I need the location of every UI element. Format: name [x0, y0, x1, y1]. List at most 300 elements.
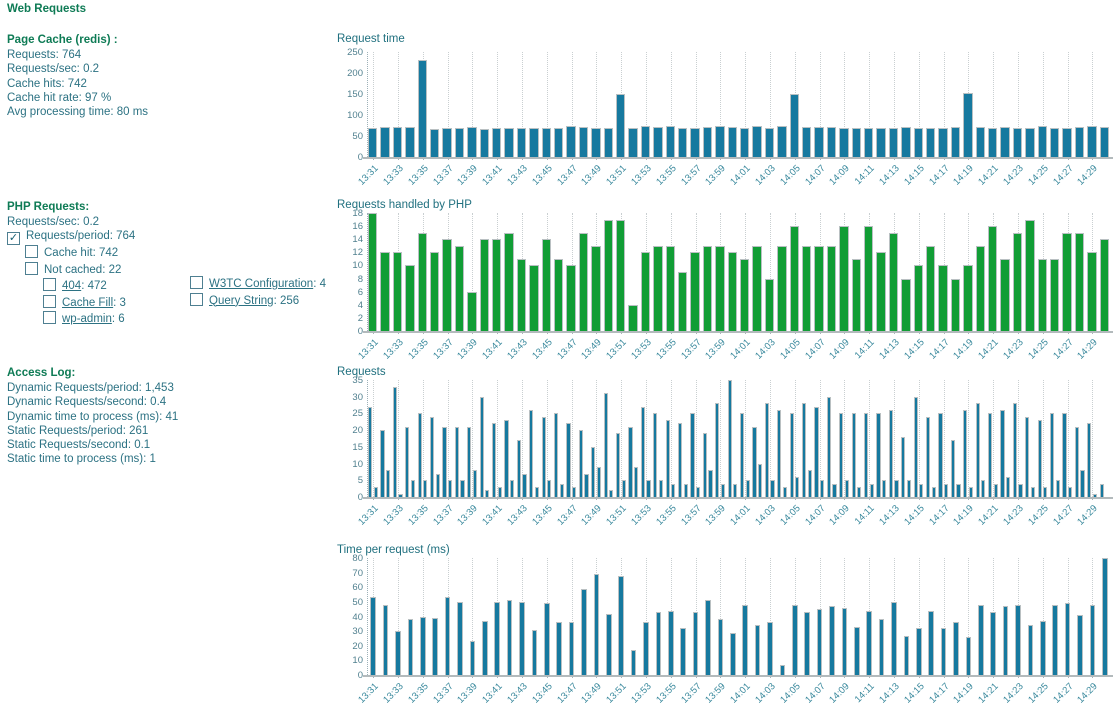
- bar: [1050, 128, 1059, 157]
- x-tick-label: 14:23: [1001, 337, 1026, 362]
- x-tick-label: 14:29: [1075, 163, 1101, 188]
- x-tick-label: 13:31: [356, 163, 381, 188]
- bar: [963, 410, 967, 497]
- bar: [916, 628, 922, 675]
- x-tick-label: 14:03: [753, 163, 778, 188]
- bar: [522, 474, 526, 497]
- bar: [953, 622, 959, 675]
- bar: [430, 129, 439, 157]
- bar: [467, 127, 476, 157]
- bar: [1052, 605, 1058, 675]
- bar: [492, 239, 501, 331]
- bar: [455, 246, 464, 331]
- checkbox-unchecked[interactable]: [43, 295, 56, 308]
- bar: [470, 641, 476, 675]
- x-tick-label: 13:59: [703, 163, 729, 188]
- bar: [765, 128, 774, 157]
- x-tick-label: 14:11: [852, 163, 877, 188]
- bar: [618, 576, 624, 675]
- bar: [891, 602, 897, 675]
- bar: [656, 612, 662, 675]
- bar: [1080, 470, 1084, 497]
- bar: [889, 233, 898, 331]
- filter-value: : 22: [102, 263, 122, 276]
- x-tick-label: 13:47: [554, 163, 580, 188]
- y-tick-label: 200: [347, 68, 363, 79]
- bar: [854, 627, 860, 675]
- bar: [467, 292, 476, 331]
- x-tick-label: 14:21: [976, 681, 1001, 706]
- checkbox-unchecked[interactable]: [190, 276, 203, 289]
- bar: [703, 246, 712, 331]
- x-tick-label: 14:19: [951, 337, 977, 362]
- page-cache-requests-sec: Requests/sec: 0.2: [7, 63, 100, 76]
- bar: [876, 413, 880, 497]
- bar: [832, 484, 836, 497]
- bar: [1025, 417, 1029, 497]
- checkbox-row: [7, 311, 337, 328]
- checkbox-unchecked[interactable]: [25, 262, 38, 275]
- x-tick-label: 14:25: [1025, 337, 1051, 362]
- bar: [721, 484, 725, 497]
- bar: [941, 628, 947, 675]
- bar: [628, 305, 637, 331]
- section-page-cache: [7, 33, 337, 119]
- bar: [1075, 233, 1084, 331]
- x-tick-label: 14:27: [1050, 163, 1076, 188]
- bar: [926, 246, 935, 331]
- x-tick-label: 14:09: [827, 681, 853, 706]
- bar: [368, 213, 377, 331]
- bar: [894, 480, 898, 497]
- bar: [976, 127, 985, 157]
- access-dynamic-time: Dynamic time to process (ms): 41: [7, 410, 179, 423]
- bar: [395, 631, 401, 675]
- bar: [1025, 220, 1034, 331]
- y-tick-label: 8: [357, 273, 363, 285]
- y-tick-label: 16: [352, 221, 363, 233]
- bar: [876, 128, 885, 157]
- bar: [398, 494, 402, 497]
- checkbox-unchecked[interactable]: [43, 311, 56, 324]
- y-tick-label: 150: [347, 89, 363, 100]
- bar: [383, 605, 389, 675]
- x-tick-label: 13:49: [579, 503, 605, 528]
- page-cache-requests: Requests: 764: [7, 49, 82, 61]
- bar: [1015, 605, 1021, 675]
- bar: [616, 94, 625, 157]
- bar: [978, 605, 984, 675]
- x-tick-label: 14:17: [926, 503, 952, 528]
- y-tick-label: 10: [352, 655, 363, 667]
- x-axis-line: [363, 157, 1113, 159]
- page-cache-heading: Page Cache (redis) :: [7, 34, 118, 46]
- bar: [1013, 403, 1017, 497]
- filter-link[interactable]: Cache Fill: [62, 296, 114, 309]
- gridline: [696, 380, 697, 497]
- bar: [532, 630, 538, 675]
- bar: [802, 127, 811, 157]
- checkbox-row: [190, 276, 326, 293]
- bar: [1013, 233, 1022, 331]
- bar: [696, 487, 700, 497]
- bar: [641, 252, 650, 331]
- bar: [932, 487, 936, 497]
- x-tick-label: 13:57: [678, 681, 704, 706]
- bar: [566, 265, 575, 331]
- chart-plot-area: [352, 375, 1111, 528]
- bar: [628, 128, 637, 157]
- bar: [814, 127, 823, 157]
- bar: [604, 393, 608, 497]
- bar: [951, 279, 960, 331]
- x-tick-label: 14:11: [852, 681, 877, 706]
- bar: [718, 619, 724, 675]
- bar: [631, 650, 637, 675]
- bar: [510, 480, 514, 497]
- bar: [666, 420, 670, 497]
- bar: [765, 279, 774, 331]
- x-tick-label: 13:33: [381, 681, 406, 706]
- chart-title: Time per request (ms): [337, 544, 450, 556]
- x-tick-label: 13:33: [381, 337, 406, 362]
- bar: [926, 417, 930, 497]
- bar: [770, 480, 774, 497]
- filter-label: Requests/period: [26, 230, 110, 243]
- checkbox-unchecked[interactable]: [25, 245, 38, 258]
- x-tick-label: 13:39: [455, 163, 481, 188]
- checkbox-row: [7, 245, 337, 262]
- bar: [740, 259, 749, 331]
- bar: [876, 252, 885, 331]
- bar: [864, 226, 873, 331]
- checkbox-checked[interactable]: ✓: [8, 232, 19, 245]
- bar: [746, 480, 750, 497]
- bar: [1100, 239, 1109, 331]
- bar: [715, 403, 719, 497]
- bar: [827, 397, 831, 497]
- gridline: [993, 380, 994, 497]
- x-tick-label: 14:23: [1001, 163, 1026, 188]
- bar: [889, 128, 898, 157]
- bar: [703, 127, 712, 157]
- bar: [504, 128, 513, 157]
- x-tick-label: 14:01: [728, 503, 753, 528]
- x-tick-label: 13:37: [430, 681, 456, 706]
- x-tick-label: 13:45: [529, 503, 555, 528]
- bar: [591, 447, 595, 497]
- x-tick-label: 14:19: [951, 681, 977, 706]
- bar: [1087, 126, 1096, 158]
- x-tick-label: 14:15: [901, 163, 927, 188]
- bar: [467, 427, 471, 497]
- x-tick-label: 13:59: [703, 681, 729, 706]
- bar: [752, 126, 761, 158]
- bar: [976, 403, 980, 497]
- bar: [817, 609, 823, 675]
- y-tick-label: 20: [352, 640, 363, 652]
- bar: [616, 433, 620, 497]
- x-tick-label: 13:51: [604, 503, 629, 528]
- bar: [494, 602, 500, 675]
- x-tick-label: 14:05: [777, 503, 803, 528]
- bar: [374, 487, 378, 497]
- bar: [659, 480, 663, 497]
- bar: [728, 127, 737, 157]
- bar: [994, 484, 998, 497]
- bar: [1087, 252, 1096, 331]
- bar: [1068, 487, 1072, 497]
- x-tick-label: 14:15: [901, 503, 927, 528]
- x-tick-label: 14:13: [877, 163, 902, 188]
- y-tick-label: 40: [352, 611, 363, 623]
- bar: [393, 252, 402, 331]
- x-axis-line: [363, 497, 1113, 499]
- bar: [641, 407, 645, 497]
- bar: [393, 387, 397, 497]
- bar: [591, 246, 600, 331]
- bar: [758, 464, 762, 497]
- x-tick-label: 14:01: [728, 337, 753, 362]
- x-tick-label: 13:47: [554, 681, 580, 706]
- gridline: [1018, 380, 1019, 497]
- x-tick-label: 14:01: [728, 163, 753, 188]
- bar: [606, 614, 612, 675]
- bar: [928, 611, 934, 675]
- bar: [765, 403, 769, 497]
- filter-value: : 742: [92, 247, 119, 260]
- x-tick-label: 13:57: [678, 337, 704, 362]
- bar: [981, 480, 985, 497]
- y-tick-label: 30: [352, 626, 363, 638]
- bar: [901, 279, 910, 331]
- x-tick-label: 13:53: [629, 163, 654, 188]
- y-tick-label: 10: [352, 458, 363, 470]
- bar: [556, 622, 562, 675]
- x-tick-label: 13:39: [455, 681, 481, 706]
- x-tick-label: 14:09: [827, 163, 853, 188]
- bar: [693, 612, 699, 675]
- bar: [956, 484, 960, 497]
- x-tick-label: 13:55: [653, 681, 679, 706]
- y-tick-label: 0: [357, 492, 363, 503]
- y-tick-label: 25: [352, 408, 363, 420]
- bar: [1062, 413, 1066, 497]
- bar: [405, 427, 409, 497]
- bar: [418, 60, 427, 157]
- bar: [1075, 427, 1079, 497]
- php-requests-heading: PHP Requests:: [7, 201, 90, 213]
- filter-link[interactable]: W3TC Configuration: [209, 278, 314, 290]
- x-tick-label: 13:55: [653, 163, 679, 188]
- x-tick-label: 13:49: [579, 337, 605, 362]
- bar: [864, 413, 868, 497]
- y-tick-label: 30: [352, 391, 363, 403]
- bar: [690, 128, 699, 157]
- y-tick-label: 10: [352, 260, 363, 272]
- bar: [755, 625, 761, 675]
- x-tick-label: 13:31: [356, 681, 381, 706]
- bar: [584, 474, 588, 497]
- bar: [579, 430, 583, 497]
- bar: [1100, 127, 1109, 157]
- y-tick-label: 4: [357, 299, 363, 311]
- access-static-second: Static Requests/second: 0.1: [7, 439, 151, 452]
- bar: [1043, 487, 1047, 497]
- bar: [529, 410, 533, 497]
- x-tick-label: 14:07: [802, 503, 828, 528]
- bar: [678, 128, 687, 157]
- php-requests-rate: Requests/sec: 0.2: [7, 216, 100, 228]
- chart-title: Requests handled by PHP: [337, 199, 472, 211]
- bar: [517, 259, 526, 331]
- x-tick-label: 13:57: [678, 163, 704, 188]
- bar: [405, 265, 414, 331]
- bar: [591, 128, 600, 157]
- bar: [829, 606, 835, 675]
- bar: [554, 128, 563, 157]
- bar: [482, 621, 488, 675]
- bar: [430, 417, 434, 497]
- bar: [380, 127, 389, 157]
- bar: [901, 437, 905, 497]
- x-tick-label: 13:37: [430, 337, 456, 362]
- x-tick-label: 13:51: [604, 681, 629, 706]
- bar: [705, 600, 711, 675]
- bar: [777, 246, 786, 331]
- bar: [1102, 558, 1108, 675]
- x-tick-label: 13:33: [381, 163, 406, 188]
- filter-label: Not cached: [44, 263, 103, 276]
- chart-plot-area: [347, 47, 1111, 188]
- y-axis-line: [367, 558, 368, 675]
- filter-value: : 6: [111, 313, 125, 326]
- bar: [504, 233, 513, 331]
- gridline: [1068, 380, 1069, 497]
- access-dynamic-period: Dynamic Requests/period: 1,453: [7, 382, 174, 394]
- filter-label: Cache hit: [44, 247, 93, 260]
- filter-value: : 4: [313, 278, 326, 290]
- page-cache-avg-time: Avg processing time: 80 ms: [7, 106, 149, 119]
- bar: [951, 440, 955, 497]
- bar: [790, 226, 799, 331]
- bar: [519, 602, 525, 675]
- bar: [1065, 603, 1071, 675]
- bar: [542, 239, 551, 331]
- x-tick-label: 13:51: [604, 163, 629, 188]
- bar: [622, 480, 626, 497]
- bar: [795, 477, 799, 497]
- bar: [408, 619, 414, 675]
- x-tick-label: 14:03: [753, 681, 778, 706]
- bar: [1093, 494, 1097, 497]
- bar: [448, 480, 452, 497]
- x-axis-line: [363, 331, 1113, 333]
- bar: [852, 128, 861, 157]
- bar: [678, 272, 687, 331]
- x-tick-label: 14:29: [1075, 681, 1101, 706]
- bar: [804, 612, 810, 675]
- bar: [963, 93, 972, 157]
- bar: [1087, 423, 1091, 497]
- bar: [485, 490, 489, 497]
- bar: [914, 265, 923, 331]
- bar: [1077, 615, 1083, 675]
- checkbox-row: [7, 229, 337, 245]
- filter-link[interactable]: 404: [62, 280, 82, 293]
- bar: [643, 622, 649, 675]
- x-tick-label: 13:35: [405, 681, 431, 706]
- y-tick-label: 5: [357, 475, 363, 487]
- x-tick-label: 14:05: [777, 163, 803, 188]
- bar: [901, 127, 910, 157]
- bar: [1062, 233, 1071, 331]
- bar: [566, 423, 570, 497]
- x-tick-label: 13:43: [505, 503, 530, 528]
- bar: [845, 480, 849, 497]
- bar: [820, 480, 824, 497]
- x-tick-label: 13:49: [579, 681, 605, 706]
- x-tick-label: 13:55: [653, 337, 679, 362]
- bar: [1040, 621, 1046, 675]
- bar: [777, 126, 786, 158]
- x-tick-label: 13:41: [480, 337, 505, 362]
- bar: [430, 252, 439, 331]
- bar: [566, 126, 575, 158]
- checkbox-unchecked[interactable]: [190, 293, 203, 306]
- bar: [988, 226, 997, 331]
- checkbox-unchecked[interactable]: [43, 278, 56, 291]
- y-tick-label: 6: [357, 286, 363, 298]
- y-tick-label: 80: [352, 553, 363, 564]
- x-tick-label: 13:31: [356, 337, 381, 362]
- y-tick-label: 20: [352, 425, 363, 437]
- bar: [542, 417, 546, 497]
- x-tick-label: 14:09: [827, 337, 853, 362]
- bar: [870, 484, 874, 497]
- filter-link[interactable]: wp-admin: [62, 313, 112, 326]
- x-tick-label: 14:07: [802, 681, 828, 706]
- x-tick-label: 13:41: [480, 503, 505, 528]
- bar: [445, 597, 451, 675]
- x-tick-label: 14:25: [1025, 503, 1051, 528]
- bar: [1013, 128, 1022, 157]
- x-tick-label: 14:25: [1025, 681, 1051, 706]
- bar: [839, 128, 848, 157]
- bar: [480, 129, 489, 157]
- bar: [594, 574, 600, 675]
- x-tick-label: 14:07: [802, 337, 828, 362]
- chart-plot-area: [352, 553, 1111, 706]
- access-log-heading: Access Log:: [7, 367, 76, 379]
- x-tick-label: 13:31: [356, 503, 381, 528]
- gridline: [1043, 380, 1044, 497]
- bar: [604, 220, 613, 331]
- bar: [653, 413, 657, 497]
- bar: [990, 612, 996, 675]
- x-tick-label: 13:49: [579, 163, 605, 188]
- bar: [554, 259, 563, 331]
- x-tick-label: 13:37: [430, 503, 456, 528]
- filter-link[interactable]: Query String: [209, 294, 274, 307]
- bar: [827, 127, 836, 157]
- bar: [684, 484, 688, 497]
- bar: [455, 427, 459, 497]
- bar: [646, 480, 650, 497]
- bar: [579, 127, 588, 157]
- chart-title: Request time: [337, 33, 405, 45]
- access-static-period: Static Requests/period: 261: [7, 424, 149, 437]
